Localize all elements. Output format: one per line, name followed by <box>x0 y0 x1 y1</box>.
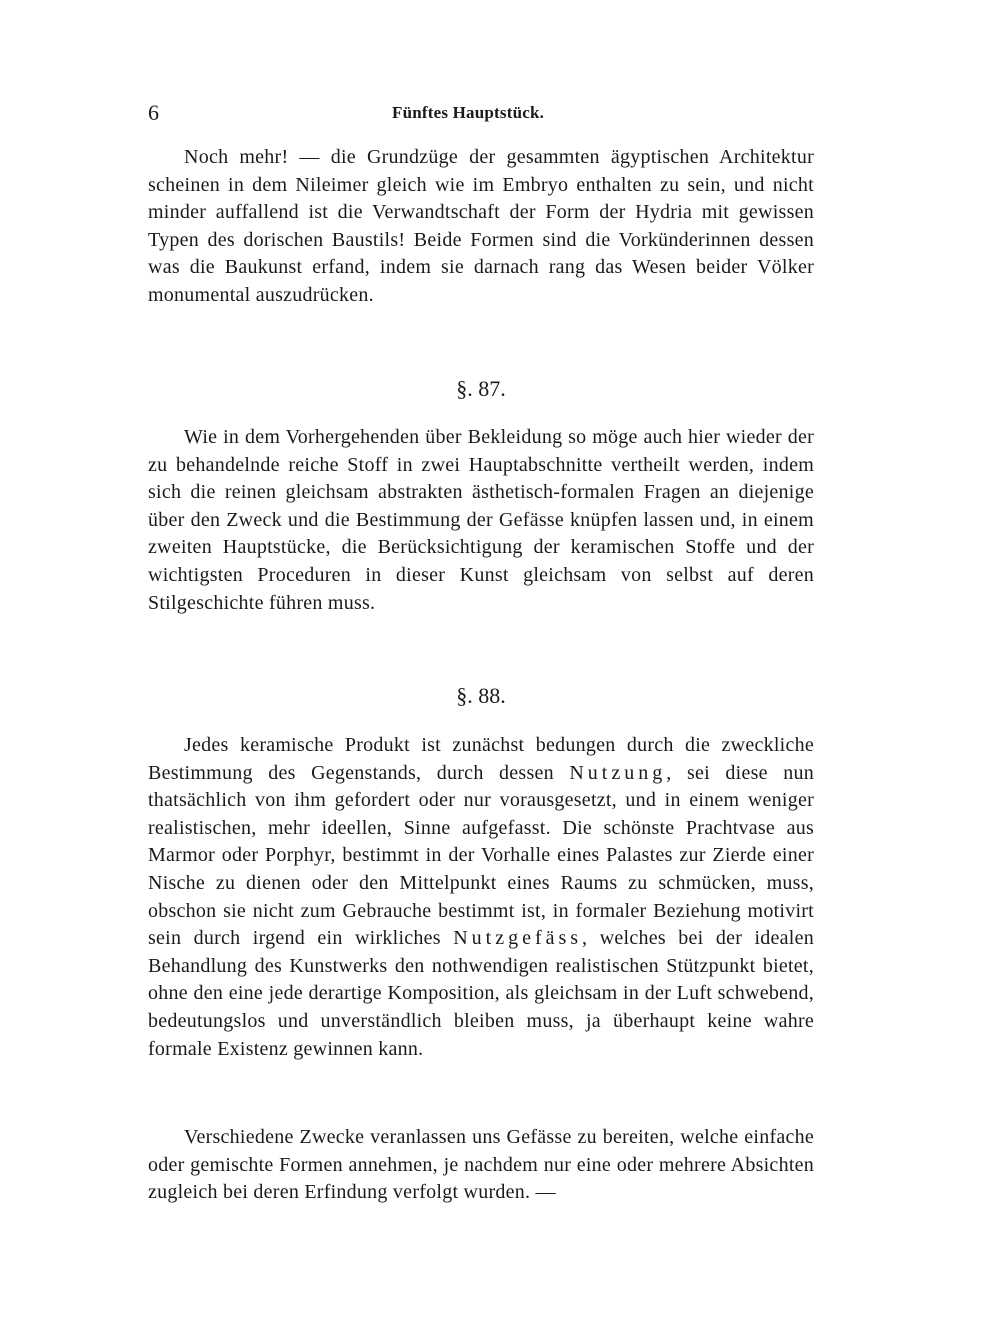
section-heading-87: §. 87. <box>456 376 506 401</box>
paragraph-3 <box>148 732 814 1063</box>
paragraph-2: Wie in dem Vorhergehenden über Bekleidung so möge auch hier wieder der zu behandelnde reiche Stoff in zwei Hauptabschnitte vertheilt werden, indem sich die reinen gleichsam abstrakten ästhetisch-formalen Fragen an diejenige über den Zweck und die Bestimmung der Gefässe knüpfen lassen und, in einem zweiten Hauptstücke, die Berücksichtigung der keramischen Stoffe und der wichtigsten Proceduren in dieser Kunst gleichsam von selbst auf deren Stilgeschichte führen muss. <box>148 426 814 614</box>
paragraph-3-part-3: , welches bei der idealen Behandlung des Kunstwerks den nothwendigen realistischen Stützpunkt bietet, ohne den eine jede derartige Komposition, als gleichsam in der Luft schwebend, bedeutungslos und unverständlich bleiben muss, ja überhaupt keine wahre formale Existenz gewinnen kann. <box>148 927 814 1060</box>
emphasis-nutzung: Nutzung <box>569 761 667 784</box>
paragraph-1: Noch mehr! — die Grundzüge der gesammten ägyptischen Architektur scheinen in dem Nileimer gleich wie im Embryo enthalten zu sein, und nicht minder auffallend ist die Verwandtschaft der Form der Hydria mit gewissen Typen des dorischen Baustils! Beide Formen sind die Vorkünderinnen dessen was die Baukunst erfand, indem sie darnach rang das Wesen beider Völker monumental auszudrücken. <box>148 146 814 306</box>
paragraph-3-part-2: , sei diese nun thatsächlich von ihm gefordert oder nur vorausgesetzt, und in einem weniger realistischen, mehr ideellen, Sinne aufgefasst. Die schönste Prachtvase aus Marmor oder Porphyr, bestimmt in der Vorhalle eines Palastes zur Zierde einer Nische zu dienen oder den Mittelpunkt eines Raums zu schmücken, muss, obschon sie nicht zum Gebrauche bestimmt ist, in formaler Beziehung motivirt sein durch irgend ein wirkliches <box>148 761 814 950</box>
running-head <box>148 100 814 130</box>
paragraph-4: Verschiedene Zwecke veranlassen uns Gefässe zu bereiten, welche einfache oder gemischte Formen annehmen, je nachdem nur eine oder mehrere Absichten zugleich bei deren Erfindung verfolgt wurden. — <box>148 1126 814 1204</box>
section-heading-88: §. 88. <box>456 683 506 708</box>
page-number: 6 <box>148 100 159 125</box>
chapter-title: Fünftes Hauptstück. <box>392 103 545 122</box>
emphasis-nutzgefaess: Nutzgefäss <box>453 927 583 950</box>
paragraph-3-part-1: Jedes keramische Produkt ist zunächst bedungen durch die zweckliche Bestimmung des Gegenstands, durch dessen <box>148 734 814 784</box>
